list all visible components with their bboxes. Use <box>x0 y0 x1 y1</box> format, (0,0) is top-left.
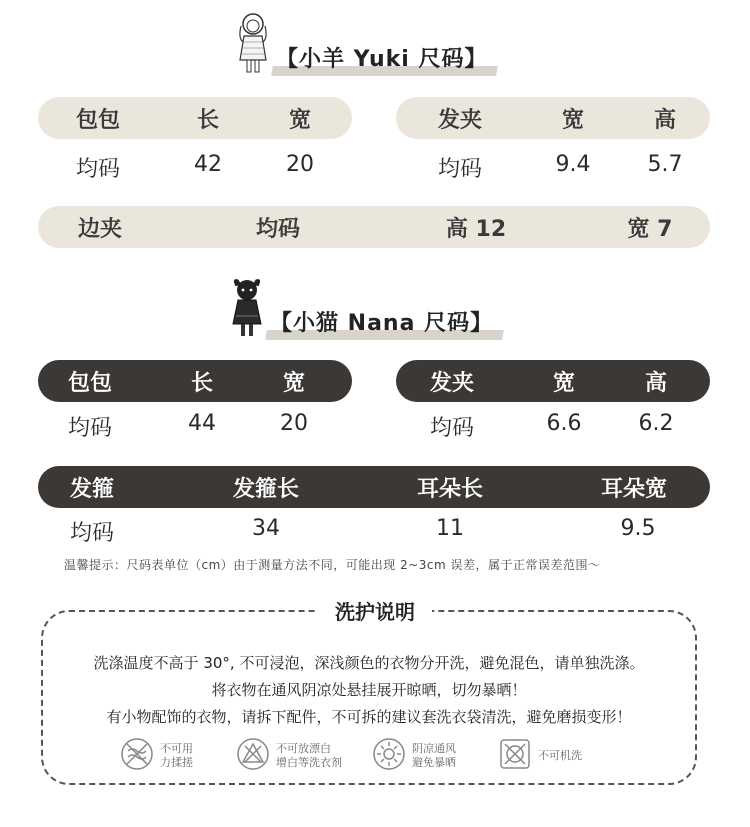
yuki-clip-v1: 9.4 <box>555 152 591 177</box>
yuki-bag-v1: 42 <box>194 152 222 177</box>
shade-dry-icon <box>372 737 406 775</box>
care-icon-item-3 <box>372 737 482 775</box>
nana-headband-v1: 34 <box>252 516 280 541</box>
yuki-side-clip-row <box>38 206 710 248</box>
nana-clip-v0: 均码 <box>429 416 475 441</box>
yuki-title-text: 【小羊 Yuki 尺码】 <box>272 40 497 77</box>
nana-headband-h2: 耳朵长 <box>416 476 484 502</box>
nana-clip-h0: 发夹 <box>429 370 475 396</box>
nana-headband-row <box>38 516 710 546</box>
nana-bag-v1: 44 <box>188 411 216 436</box>
nana-clip-header <box>396 360 710 402</box>
care-icon-label-1 <box>160 742 230 770</box>
nana-headband-v0: 均码 <box>69 521 115 546</box>
nana-headband-header <box>38 466 710 508</box>
care-icon-1-l1: 不可用 <box>160 742 193 755</box>
care-icon-label-3 <box>412 742 482 770</box>
yuki-bag-header <box>38 97 352 139</box>
care-icon-1-l2: 力揉搓 <box>160 756 193 769</box>
nana-bag-v0: 均码 <box>67 416 113 441</box>
care-icon-item-1 <box>120 737 230 775</box>
nana-clip-h1: 宽 <box>552 370 576 396</box>
nana-bag-h0: 包包 <box>67 370 113 396</box>
nana-clip-v2: 6.2 <box>638 411 674 436</box>
yuki-clip-h1: 宽 <box>561 107 585 133</box>
nana-headband-h0: 发箍 <box>69 476 115 502</box>
nana-bag-row <box>38 411 352 441</box>
yuki-clip-h0: 发夹 <box>437 107 483 133</box>
care-icon-4-l1: 不可机洗 <box>538 749 582 762</box>
yuki-bag-row <box>38 152 352 182</box>
care-line-2: 将衣物在通风阴凉处悬挂展开晾晒，切勿暴晒！ <box>211 681 527 699</box>
nana-clip-row <box>396 411 710 441</box>
nana-bag-h1: 长 <box>190 370 214 396</box>
care-icon-item-2 <box>236 737 346 775</box>
care-icon-item-4 <box>498 737 608 775</box>
care-icon-label-4 <box>538 739 608 773</box>
yuki-side-clip-c3: 宽 7 <box>627 216 673 242</box>
yuki-side-clip-c1: 均码 <box>255 216 301 242</box>
nana-headband-v2: 11 <box>436 516 464 541</box>
care-title-text: 洗护说明 <box>335 600 415 624</box>
yuki-bag-v2: 20 <box>286 152 314 177</box>
yuki-clip-h2: 高 <box>653 107 677 133</box>
care-line-3: 有小物配饰的衣物，请拆下配件，不可拆的建议套洗衣袋清洗，避免磨损变形！ <box>106 708 632 726</box>
care-icon-2-l2: 增白等洗衣剂 <box>276 756 342 769</box>
care-title <box>318 596 432 628</box>
no-wring-icon <box>120 737 154 775</box>
care-icon-2-l1: 不可放漂白 <box>276 742 331 755</box>
yuki-bag-h2: 宽 <box>288 107 312 133</box>
care-icon-3-l1: 阴凉通风 <box>412 742 456 755</box>
yuki-clip-row <box>396 152 710 182</box>
nana-clip-v1: 6.6 <box>546 411 582 436</box>
care-icon-label-2 <box>276 742 346 770</box>
yuki-bag-h1: 长 <box>196 107 220 133</box>
yuki-title <box>272 40 497 77</box>
no-bleach-icon <box>236 737 270 775</box>
measurement-tip: 温馨提示：尺码表单位（cm）由于测量方法不同，可能出现 2~3cm 误差，属于正常误差范围～ <box>64 558 601 572</box>
yuki-clip-v2: 5.7 <box>647 152 683 177</box>
care-icon-3-l2: 避免暴晒 <box>412 756 456 769</box>
nana-bag-v2: 20 <box>280 411 308 436</box>
no-machine-wash-icon <box>498 737 532 775</box>
yuki-clip-v0: 均码 <box>437 157 483 182</box>
nana-clip-h2: 高 <box>644 370 668 396</box>
yuki-figure-icon <box>234 12 272 76</box>
nana-title-text: 【小猫 Nana 尺码】 <box>266 304 503 341</box>
yuki-side-clip-c0: 边夹 <box>77 216 123 242</box>
nana-title <box>266 304 503 341</box>
nana-bag-header <box>38 360 352 402</box>
care-line-1: 洗涤温度不高于 30°, 不可浸泡，深浅颜色的衣物分开洗，避免混色，请单独洗涤。 <box>93 654 645 672</box>
nana-headband-v3: 9.5 <box>620 516 656 541</box>
yuki-clip-header <box>396 97 710 139</box>
nana-figure-icon <box>228 276 266 340</box>
yuki-bag-h0: 包包 <box>75 107 121 133</box>
nana-bag-h2: 宽 <box>282 370 306 396</box>
nana-headband-h3: 耳朵宽 <box>600 476 668 502</box>
yuki-bag-v0: 均码 <box>75 157 121 182</box>
yuki-side-clip-c2: 高 12 <box>445 216 507 242</box>
nana-headband-h1: 发箍长 <box>232 476 300 502</box>
